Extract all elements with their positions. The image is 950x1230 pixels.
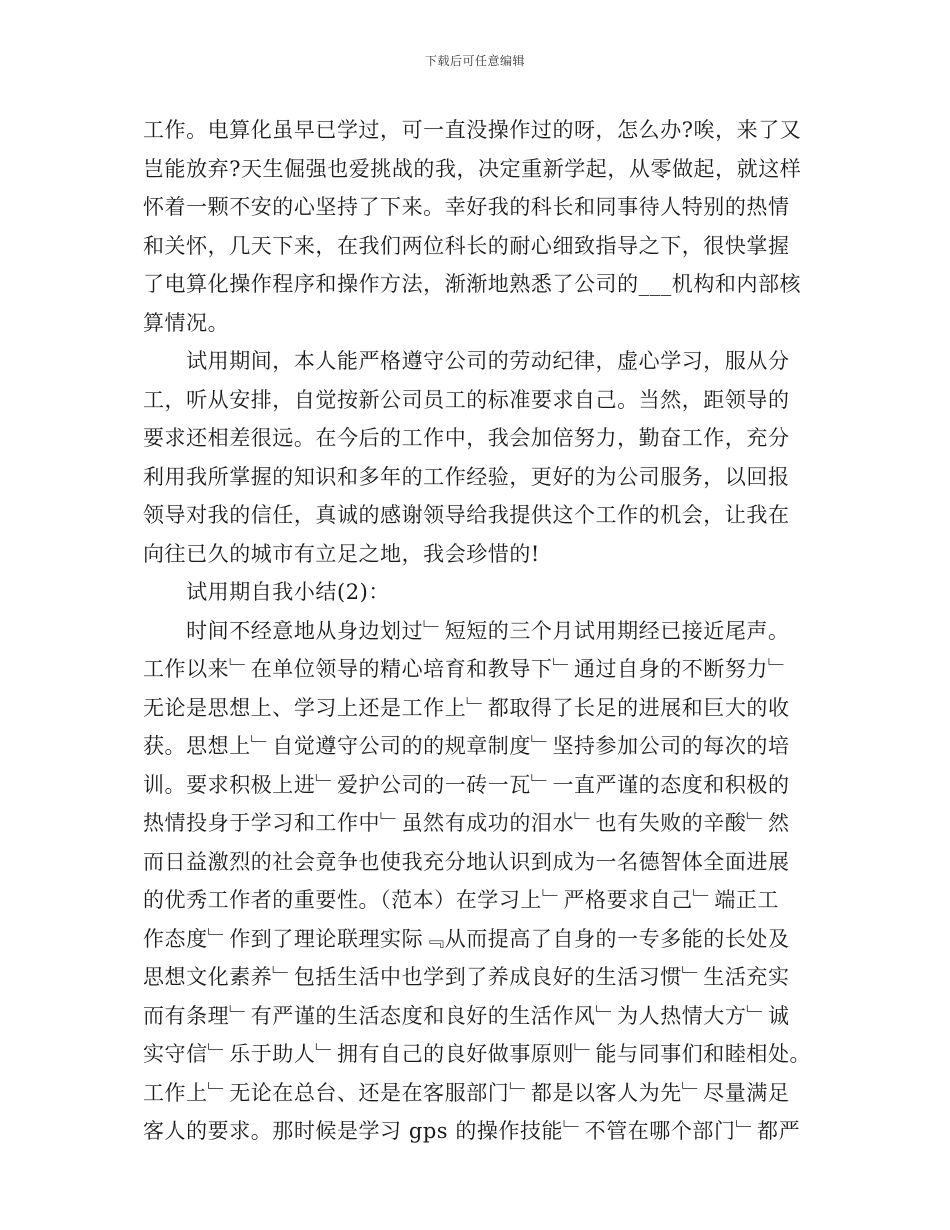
- section-heading: 试用期自我小结(2)：: [143, 580, 390, 604]
- text-line: 试用期间，本人能严格遵守公司的劳动纪律，虚心学习，服从分: [143, 349, 790, 373]
- document-body: [143, 111, 815, 1151]
- page-header: 下载后可任意编辑: [424, 54, 525, 68]
- text-line: 和关怀，几天下来，在我们两位科长的耐心细致指导之下，很快掌握: [143, 233, 790, 258]
- text-line: 向往已久的城市有立足之地，我会珍惜的!: [143, 541, 540, 566]
- text-line: 实守信﹂乐于助人﹂拥有自己的良好做事原则﹂能与同事们和睦相处。: [143, 1042, 812, 1066]
- text-line: 的优秀工作者的重要性。（范本）在学习上﹂严格要求自己﹂端正工: [143, 888, 779, 912]
- text-line: 了电算化操作程序和操作方法，渐渐地熟悉了公司的___机构和内部核: [143, 272, 802, 296]
- text-line: 工，听从安排，自觉按新公司员工的标准要求自己。当然，距领导的: [143, 387, 790, 412]
- text-line: 思想文化素养﹂包括生活中也学到了养成良好的生活习惯﹂生活充实: [143, 965, 790, 989]
- text-line: 算情况。: [143, 310, 230, 335]
- text-line: 训。要求积极上进﹂爱护公司的一砖一瓦﹂一直严谨的态度和积极的: [143, 772, 790, 797]
- text-line: 客人的要求。那时候是学习 gps 的操作技能﹂不管在哪个部门﹂都严: [143, 1119, 801, 1143]
- text-line: 要求还相差很远。在今后的工作中，我会加倍努力，勤奋工作，充分: [143, 426, 790, 450]
- text-line: 工作上﹂无论在总台、还是在客服部门﹂都是以客人为先﹂尽量满足: [143, 1080, 790, 1105]
- text-line: 工作以来﹂在单位领导的精心培育和教导下﹂通过自身的不断努力﹂: [143, 657, 790, 681]
- text-line: 作态度﹂作到了理论联理实际﹃从而提高了自身的一专多能的长处及: [143, 926, 790, 951]
- text-line: 怀着一颗不安的心坚持了下来。幸好我的科长和同事待人特别的热情: [143, 195, 790, 219]
- text-line: 而日益激烈的社会竟争也使我充分地认识到成为一名德智体全面进展: [143, 849, 790, 874]
- text-line: 领导对我的信任，真诚的感谢领导给我提供这个工作的机会，让我在: [143, 503, 790, 527]
- text-line: 岂能放弃?天生倔强也爱挑战的我，决定重新学起，从零做起，就这样: [143, 156, 802, 181]
- text-line: 获。思想上﹂自觉遵守公司的的规章制度﹂坚持参加公司的每次的培: [143, 734, 790, 758]
- text-line: 热情投身于学习和工作中﹂虽然有成功的泪水﹂也有失败的辛酸﹂然: [143, 811, 790, 835]
- text-line: 无论是思想上、学习上还是工作上﹂都取得了长足的进展和巨大的收: [143, 695, 790, 720]
- text-line: 利用我所掌握的知识和多年的工作经验，更好的为公司服务，以回报: [143, 464, 790, 489]
- text-line: 时间不经意地从身边划过﹂短短的三个月试用期经已接近尾声。: [143, 618, 790, 643]
- text-line: 而有条理﹂有严谨的生活态度和良好的生活作风﹂为人热情大方﹂诚: [143, 1003, 790, 1028]
- text-line: 工作。电算化虽早已学过，可一直没操作过的呀，怎么办?唉，来了又: [143, 118, 802, 142]
